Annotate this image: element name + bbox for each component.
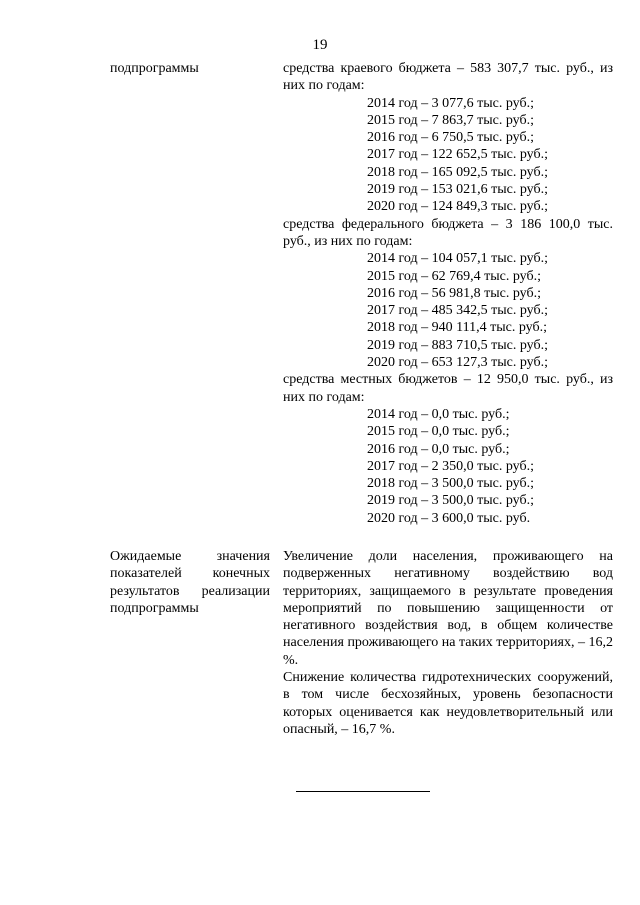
expected-results-label: Ожидаемые значения показателей конечных результатов реализации подпрограммы [110,549,270,616]
local-year-item: 2020 год – 3 600,0 тыс. руб. [367,510,531,526]
page-number: 19 [312,37,328,53]
local-budget-years [283,406,613,527]
regional-year-item: 2015 год – 7 863,7 тыс. руб.; [367,112,534,128]
local-year-item: 2015 год – 0,0 тыс. руб.; [367,424,510,440]
regional-budget-heading: средства краевого бюджета – 583 307,7 тыс. руб., из них по годам: [283,61,613,94]
expected-results-text [283,548,613,738]
federal-year-item: 2014 год – 104 057,1 тыс. руб.; [367,251,548,267]
federal-budget-heading: средства федерального бюджета – 3 186 100,0 тыс. руб., из них по годам: [283,216,613,249]
federal-year-item: 2017 год – 485 342,5 тыс. руб.; [367,303,548,319]
local-budget-heading: средства местных бюджетов – 12 950,0 тыс. руб., из них по годам: [283,372,613,405]
federal-year-item: 2016 год – 56 981,8 тыс. руб.; [367,285,541,301]
subprogram-label: подпрограммы [110,61,199,76]
local-year-item: 2017 год – 2 350,0 тыс. руб.; [367,458,534,474]
regional-year-item: 2019 год – 153 021,6 тыс. руб.; [367,182,548,198]
federal-budget-years [283,250,613,371]
federal-year-item: 2020 год – 653 127,3 тыс. руб.; [367,355,548,371]
regional-year-item: 2018 год – 165 092,5 тыс. руб.; [367,164,548,180]
federal-year-item: 2018 год – 940 111,4 тыс. руб.; [367,320,547,336]
regional-year-item: 2014 год – 3 077,6 тыс. руб.; [367,95,534,111]
regional-budget-years [283,95,613,216]
results-paragraph: Снижение количества гидротехнических сооружений, в том числе бесхозяйных, уровень безопасности которых оценивается как неудовлетворительный или опасный, – 16,7 %. [283,670,613,737]
federal-year-item: 2019 год – 883 710,5 тыс. руб.; [367,337,548,353]
federal-year-item: 2015 год – 62 769,4 тыс. руб.; [367,268,541,284]
local-year-item: 2019 год – 3 500,0 тыс. руб.; [367,493,534,509]
local-year-item: 2018 год – 3 500,0 тыс. руб.; [367,476,534,492]
funding-sources [283,60,613,527]
regional-year-item: 2017 год – 122 652,5 тыс. руб.; [367,147,548,163]
results-paragraph: Увеличение доли населения, проживающего на подверженных негативному воздействию вод территориях, защищаемого в результате проведения мероприятий по повышению защищенности от негативного воздействия вод, в общем количестве населения проживающего на таких территориях, – 16,2 %. [283,549,613,668]
local-year-item: 2016 год – 0,0 тыс. руб.; [367,441,510,457]
regional-year-item: 2020 год – 124 849,3 тыс. руб.; [367,199,548,215]
footer-separator [296,791,430,792]
local-year-item: 2014 год – 0,0 тыс. руб.; [367,406,510,422]
regional-year-item: 2016 год – 6 750,5 тыс. руб.; [367,130,534,146]
